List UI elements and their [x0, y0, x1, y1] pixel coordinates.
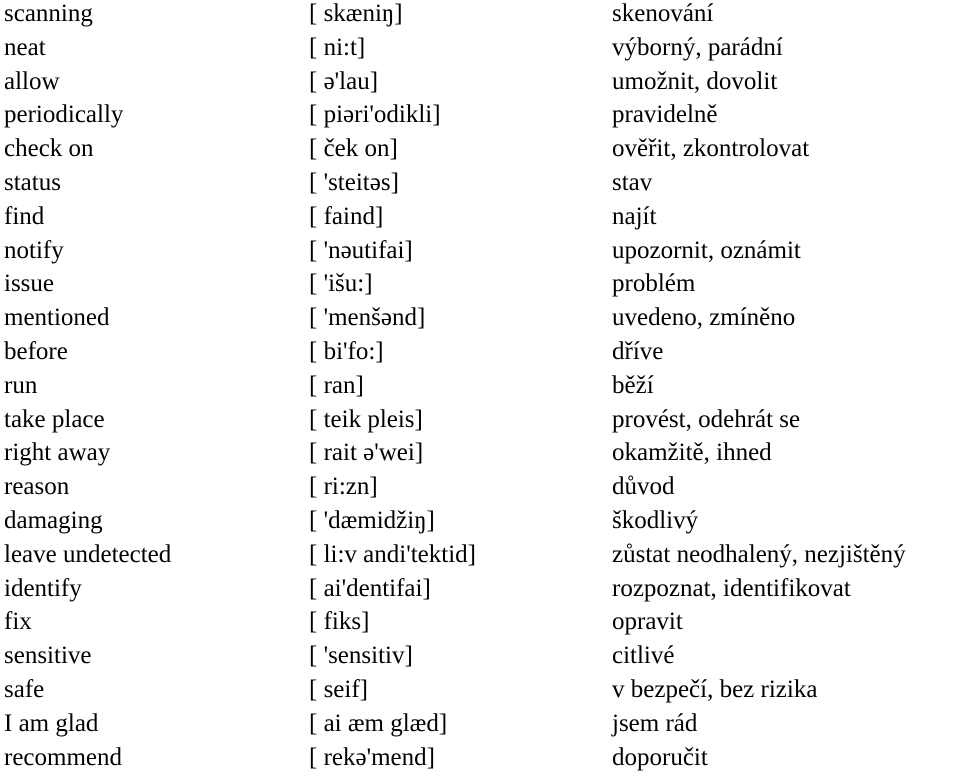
pronunciation: [ ai'dentifai] — [309, 574, 431, 602]
english-word: leave undetected — [4, 540, 172, 568]
czech-translation: stav — [612, 168, 653, 196]
czech-translation: provést, odehrát se — [612, 405, 801, 433]
vocab-row — [0, 166, 960, 200]
english-word: I am glad — [4, 709, 99, 737]
czech-translation: důvod — [612, 473, 675, 501]
pronunciation: [ ə'lau] — [309, 67, 379, 95]
czech-translation: najít — [612, 202, 657, 230]
pronunciation: [ seif] — [309, 675, 368, 703]
vocab-row — [0, 572, 960, 606]
pronunciation: [ skæniŋ] — [309, 0, 403, 27]
vocab-row — [0, 98, 960, 132]
pronunciation: [ 'išu:] — [309, 270, 373, 298]
pronunciation: [ ni:t] — [309, 33, 366, 61]
english-word: run — [4, 371, 38, 399]
czech-translation: okamžitě, ihned — [612, 439, 772, 467]
english-word: allow — [4, 67, 60, 95]
pronunciation: [ rekə'mend] — [309, 743, 435, 771]
english-word: reason — [4, 473, 70, 501]
english-word: damaging — [4, 506, 103, 534]
czech-translation: zůstat neodhalený, nezjištěný — [612, 540, 906, 568]
english-word: status — [4, 168, 61, 196]
pronunciation: [ ček on] — [309, 135, 398, 163]
english-word: periodically — [4, 101, 124, 129]
vocab-row — [0, 403, 960, 437]
english-word: take place — [4, 405, 105, 433]
english-word: find — [4, 202, 45, 230]
english-word: notify — [4, 236, 64, 264]
pronunciation: [ teik pleis] — [309, 405, 423, 433]
vocab-row — [0, 538, 960, 572]
czech-translation: pravidelně — [612, 101, 718, 129]
pronunciation: [ rait ə'wei] — [309, 439, 424, 467]
english-word: mentioned — [4, 304, 110, 332]
english-word: recommend — [4, 743, 123, 771]
pronunciation: [ ran] — [309, 371, 364, 399]
vocab-row — [0, 673, 960, 707]
pronunciation: [ li:v andi'tektid] — [309, 540, 476, 568]
vocab-row — [0, 369, 960, 403]
vocab-row — [0, 234, 960, 268]
czech-translation: jsem rád — [612, 709, 698, 737]
czech-translation: citlivé — [612, 642, 675, 670]
english-word: before — [4, 337, 68, 365]
english-word: sensitive — [4, 642, 92, 670]
czech-translation: běží — [612, 371, 654, 399]
pronunciation: [ ri:zn] — [309, 473, 378, 501]
vocab-row — [0, 132, 960, 166]
english-word: issue — [4, 270, 54, 298]
english-word: fix — [4, 608, 32, 636]
pronunciation: [ piəri'odikli] — [309, 101, 441, 129]
pronunciation: [ fiks] — [309, 608, 370, 636]
czech-translation: výborný, parádní — [612, 33, 783, 61]
vocab-row — [0, 31, 960, 65]
pronunciation: [ 'menšənd] — [309, 304, 426, 332]
czech-translation: škodlivý — [612, 506, 699, 534]
vocab-row — [0, 200, 960, 234]
pronunciation: [ ai æm glæd] — [309, 709, 448, 737]
czech-translation: umožnit, dovolit — [612, 67, 778, 95]
english-word: identify — [4, 574, 82, 602]
czech-translation: rozpoznat, identifikovat — [612, 574, 851, 602]
czech-translation: dříve — [612, 337, 664, 365]
english-word: safe — [4, 675, 45, 703]
pronunciation: [ faind] — [309, 202, 384, 230]
pronunciation: [ 'dæmidžiŋ] — [309, 506, 435, 534]
pronunciation: [ 'sensitiv] — [309, 642, 413, 670]
english-word: check on — [4, 135, 94, 163]
english-word: scanning — [4, 0, 93, 27]
czech-translation: v bezpečí, bez rizika — [612, 675, 818, 703]
vocab-row — [0, 65, 960, 99]
czech-translation: ověřit, zkontrolovat — [612, 135, 810, 163]
vocab-row — [0, 504, 960, 538]
vocab-row — [0, 639, 960, 673]
vocab-row — [0, 707, 960, 741]
vocab-row — [0, 301, 960, 335]
vocab-row — [0, 335, 960, 369]
pronunciation: [ 'steitəs] — [309, 168, 399, 196]
pronunciation: [ bi'fo:] — [309, 337, 384, 365]
english-word: right away — [4, 439, 111, 467]
vocab-row — [0, 605, 960, 639]
pronunciation: [ 'nəutifai] — [309, 236, 413, 264]
vocab-row — [0, 470, 960, 504]
vocab-row — [0, 436, 960, 470]
czech-translation: skenování — [612, 0, 714, 27]
vocab-row — [0, 741, 960, 775]
czech-translation: opravit — [612, 608, 683, 636]
czech-translation: uvedeno, zmíněno — [612, 304, 796, 332]
vocab-row — [0, 267, 960, 301]
english-word: neat — [4, 33, 46, 61]
czech-translation: upozornit, oznámit — [612, 236, 801, 264]
vocab-row — [0, 0, 960, 31]
czech-translation: problém — [612, 270, 696, 298]
czech-translation: doporučit — [612, 743, 708, 771]
